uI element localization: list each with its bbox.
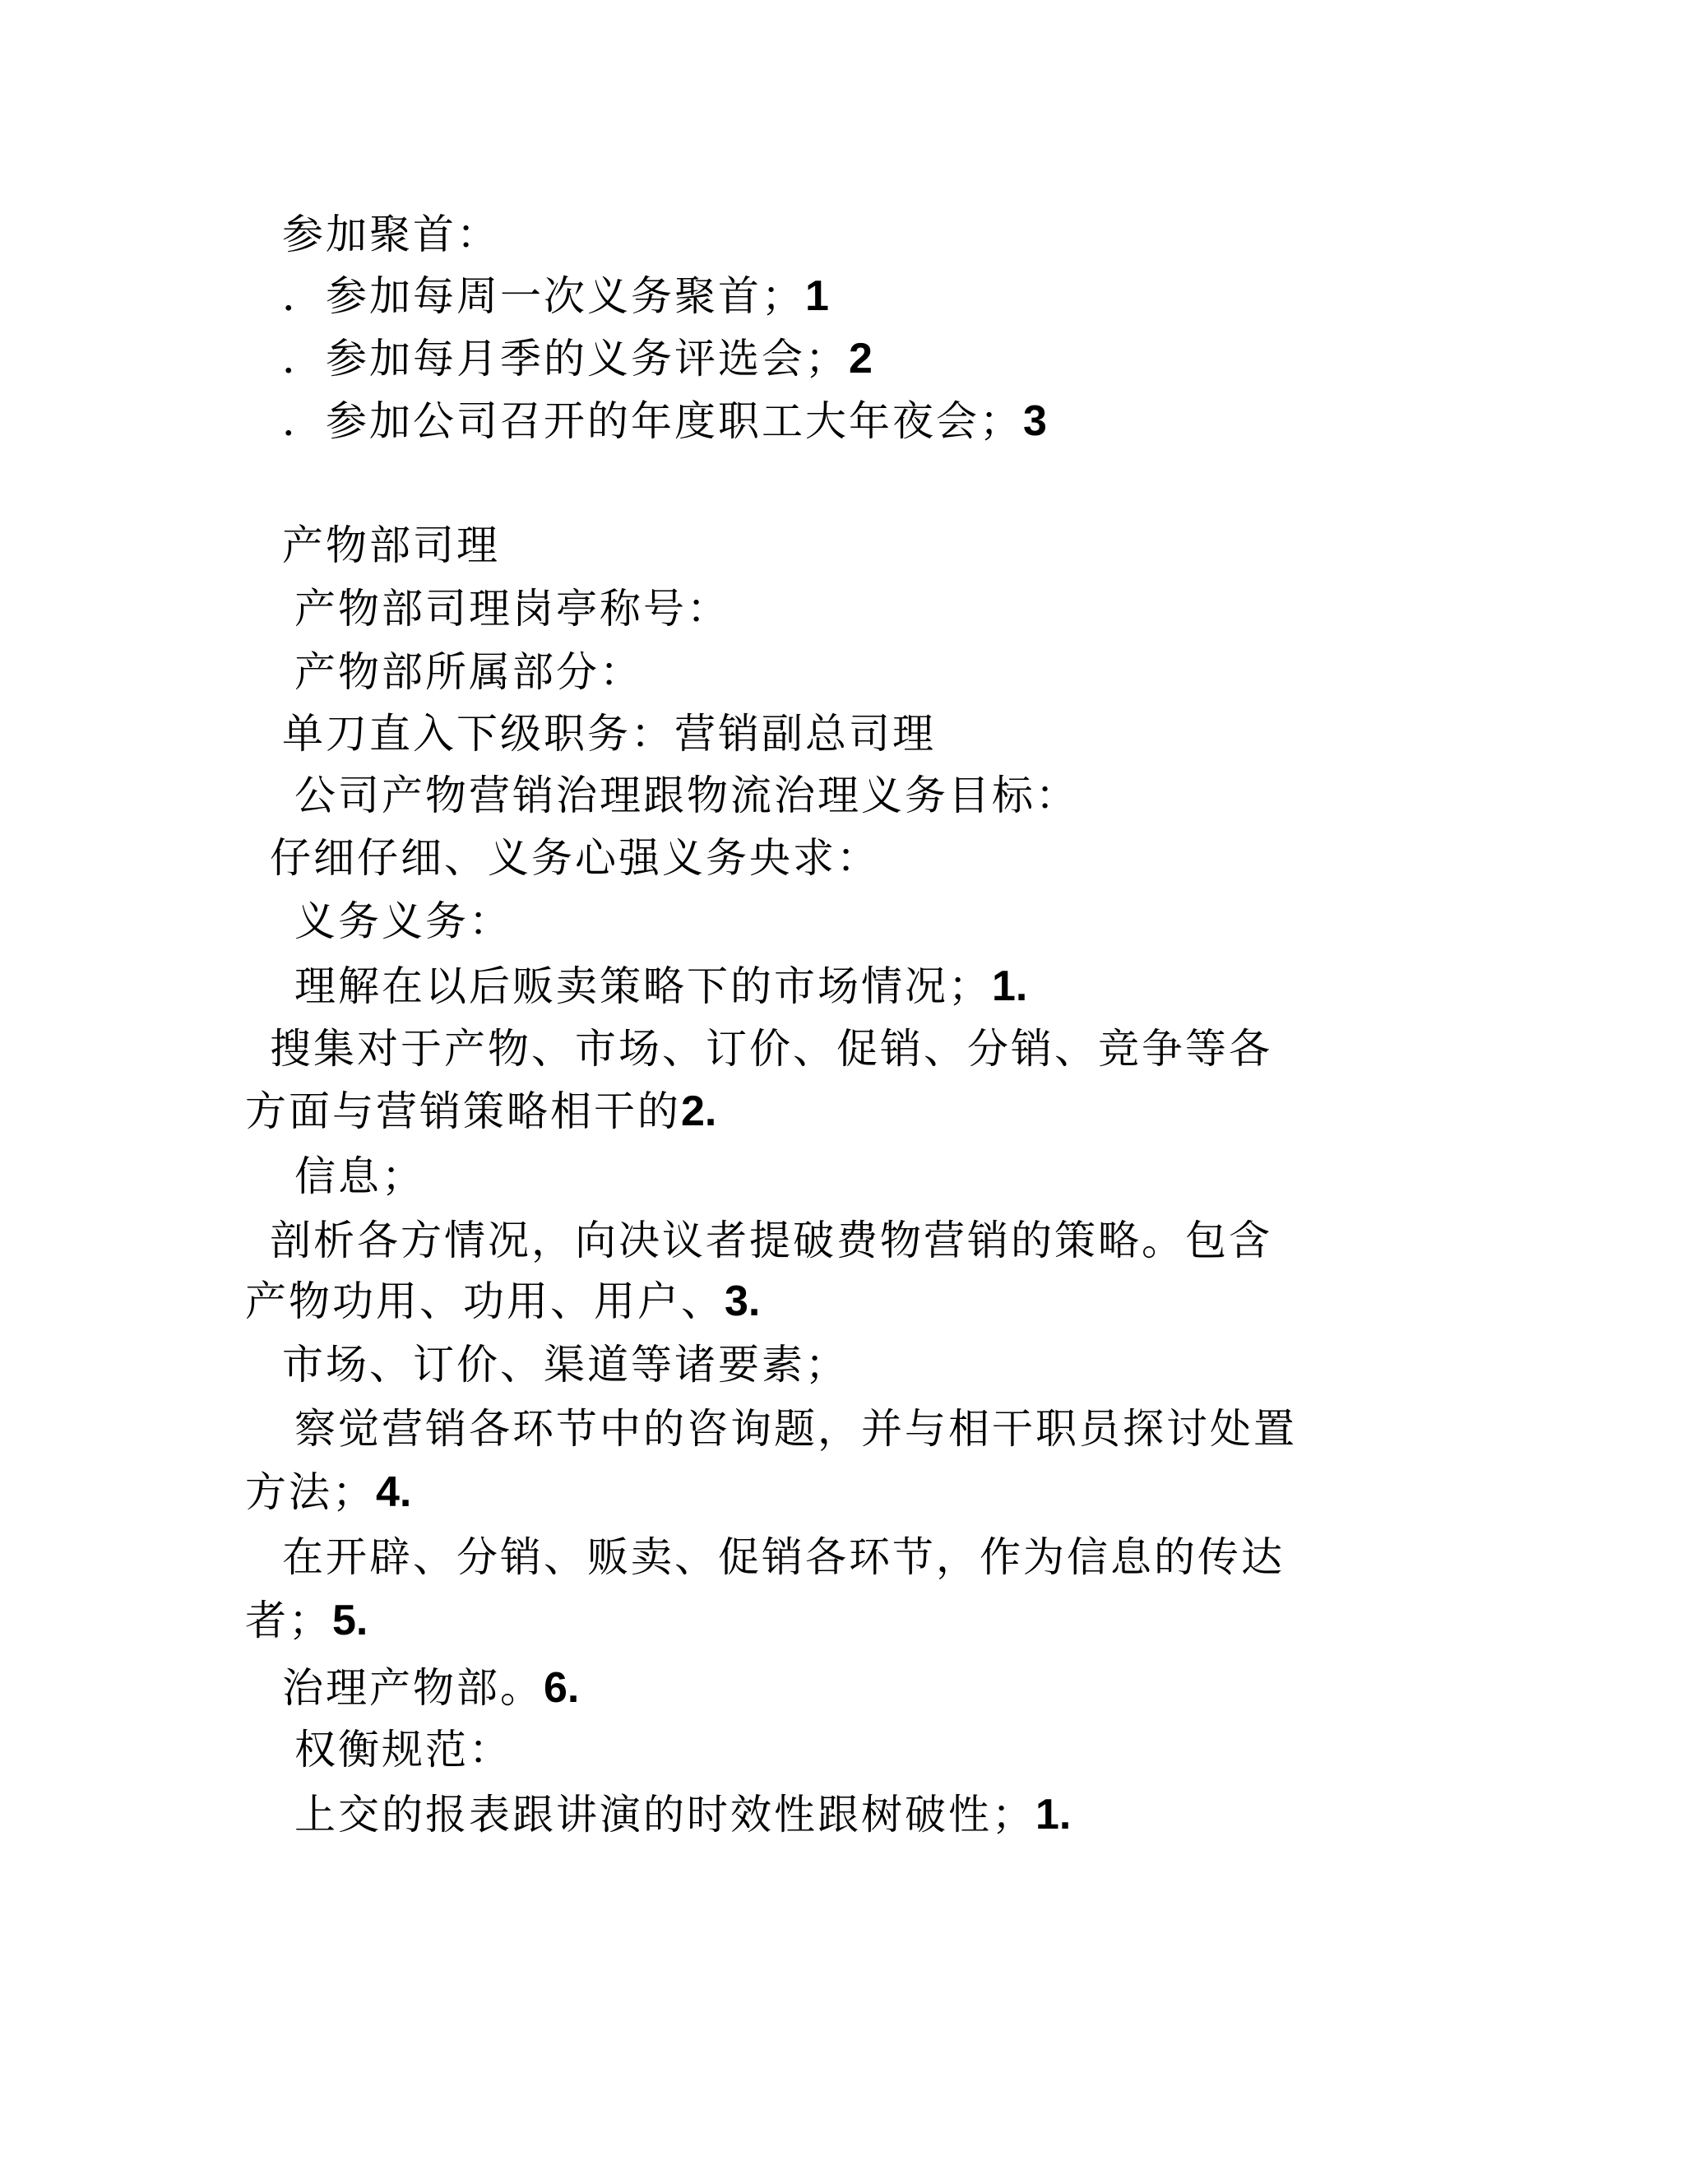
requirement-line: 仔细仔细、义务心强义务央求： (270, 834, 880, 882)
standard-item: 上交的报表跟讲演的时效性跟树破性；1. (294, 1791, 1072, 1839)
item-number: 1. (992, 962, 1028, 1010)
item-number: 2. (681, 1087, 717, 1135)
meeting-item: ．参加每周一次义务聚首；1 (282, 272, 829, 320)
duty-item: 治理产物部。6. (282, 1664, 580, 1712)
goal-line: 公司产物营销治理跟物流治理义务目标： (294, 772, 1079, 819)
section-title: 产物部司理 (282, 522, 500, 569)
duty-item: 理解在以后贩卖策略下的市场情况；1. (294, 962, 1028, 1010)
duty-item-line: 在开辟、分销、贩卖、促销各环节，作为信息的传达 (282, 1533, 1285, 1581)
duty-item-line: 者；5. (245, 1597, 368, 1644)
meeting-item: ．参加每月季的义务评选会；2 (282, 335, 873, 383)
duty-item-line: 察觉营销各环节中的咨询题，并与相干职员探讨处置 (294, 1405, 1297, 1453)
duties-label: 义务义务： (294, 897, 512, 945)
duty-item-line: 方法；4. (245, 1468, 412, 1516)
direct-superior-line: 单刀直入下级职务：营销副总司理 (282, 710, 936, 758)
item-number: 3. (725, 1277, 761, 1325)
duty-item-line: 产物功用、功用、用户、3. (245, 1277, 761, 1325)
duty-item-line: 市场、订价、渠道等诸要素； (282, 1341, 849, 1389)
item-number: 2 (849, 335, 873, 383)
duty-item-line: 搜集对于产物、市场、订价、促销、分销、竞争等各 (270, 1025, 1272, 1073)
item-number: 6. (544, 1664, 580, 1712)
item-number: 4. (376, 1468, 412, 1516)
position-name-label: 产物部司理岗亭称号： (294, 585, 730, 633)
standards-label: 权衡规范： (294, 1726, 512, 1774)
item-number: 1 (805, 272, 829, 320)
duty-item-line: 信息； (294, 1152, 425, 1200)
item-number: 5. (332, 1597, 368, 1644)
meeting-item: ．参加公司召开的年度职工大年夜会；3 (282, 397, 1047, 445)
duty-item-line: 方面与营销策略相干的2. (245, 1087, 717, 1135)
meetings-heading: 参加聚首： (282, 211, 500, 258)
item-number: 3 (1023, 397, 1047, 445)
duty-item-line: 剖析各方情况，向决议者提破费物营销的策略。包含 (270, 1217, 1272, 1264)
item-number: 1. (1035, 1791, 1072, 1839)
department-label: 产物部所属部分： (294, 648, 643, 696)
